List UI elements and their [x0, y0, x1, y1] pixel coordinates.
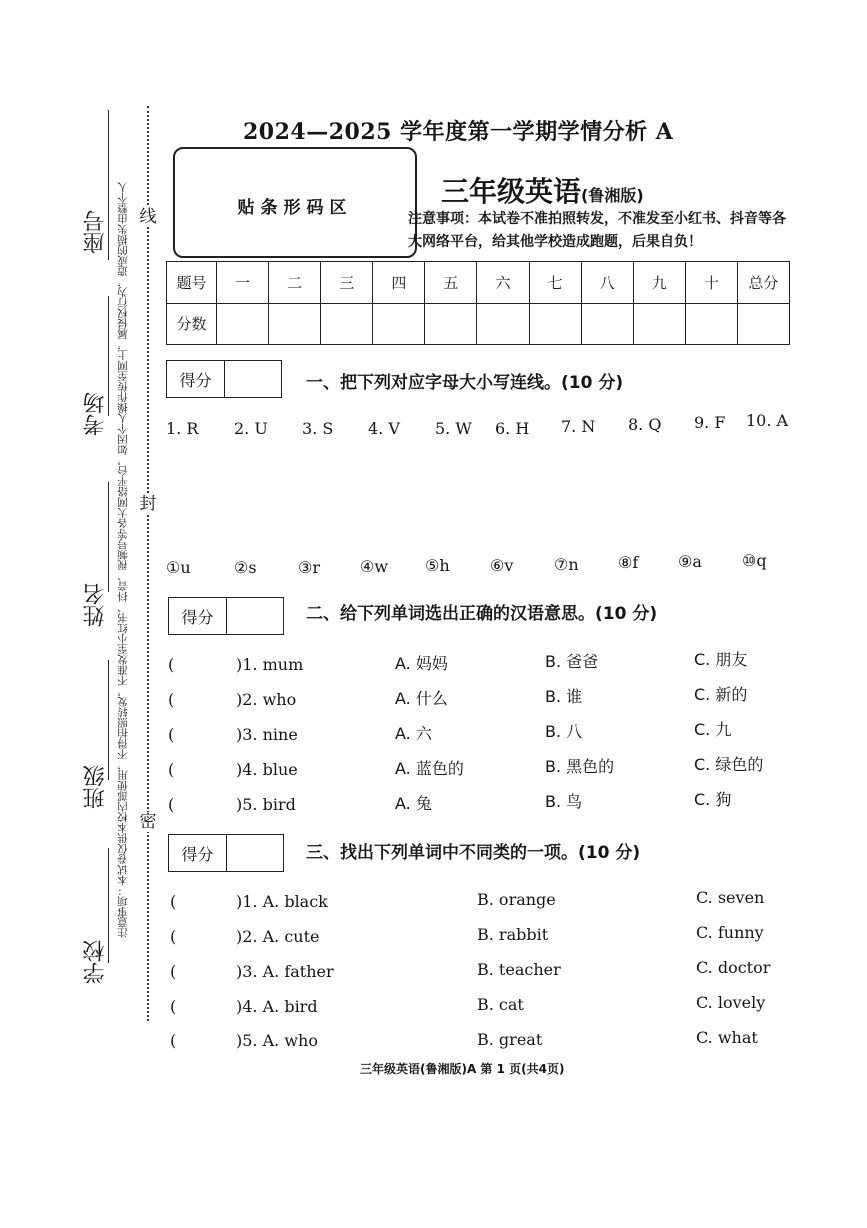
- answer-paren[interactable]: (: [168, 690, 175, 709]
- score-cell[interactable]: [425, 303, 477, 345]
- uppercase-letter: 10. A: [746, 411, 789, 430]
- question-option-a: )3. A. father: [236, 962, 334, 981]
- option-c: C. 新的: [694, 685, 748, 704]
- score-table-header-cell: 十: [685, 262, 737, 304]
- uppercase-letter: 5. W: [435, 419, 472, 438]
- section-1-score-box: [166, 360, 282, 398]
- lowercase-letter: ⑥v: [490, 556, 514, 575]
- uppercase-letter: 8. Q: [628, 415, 662, 434]
- option-b: B. 黑色的: [545, 757, 615, 776]
- option-a: A. 兔: [395, 794, 432, 813]
- lowercase-letter: ②s: [234, 558, 257, 577]
- seal-char-line: 线: [139, 207, 157, 227]
- exam-notice: 注意事项：本试卷不准拍照转发，不准发至小红书、抖音等各大网络平台，给其他学校造成跑题，后果自负！: [408, 211, 786, 250]
- score-table-header-cell: 一: [217, 262, 269, 304]
- option-a: A. 蓝色的: [395, 759, 464, 778]
- score-cell[interactable]: [321, 303, 373, 345]
- seat-number-label: 座号: [83, 210, 108, 254]
- section-3-score-field[interactable]: [227, 835, 283, 871]
- score-cell[interactable]: [269, 303, 321, 345]
- option-c: C. funny: [696, 923, 764, 942]
- seal-char-secret: 密: [139, 812, 157, 832]
- exam-room-line: [108, 296, 109, 416]
- lowercase-letter: ③r: [298, 558, 320, 577]
- uppercase-letter: 4. V: [368, 419, 400, 438]
- score-table-header-cell: 四: [373, 262, 425, 304]
- section-2-score-label: 得分: [169, 598, 227, 634]
- answer-paren[interactable]: (: [170, 892, 177, 911]
- option-b: B. cat: [477, 995, 524, 1014]
- question-option-a: )2. A. cute: [236, 927, 320, 946]
- answer-paren[interactable]: (: [168, 760, 175, 779]
- score-table: [166, 261, 790, 345]
- score-cell[interactable]: [373, 303, 425, 345]
- option-b: B. 谁: [545, 687, 583, 706]
- answer-paren[interactable]: (: [168, 655, 175, 674]
- subject-version: (鲁湘版): [581, 186, 644, 205]
- page-footer: 三年级英语(鲁湘版)A 第 1 页(共4页): [360, 1062, 565, 1076]
- uppercase-letter: 3. S: [302, 419, 334, 438]
- option-c: C. 绿色的: [694, 755, 764, 774]
- option-c: C. seven: [696, 888, 765, 907]
- option-b: B. teacher: [477, 960, 561, 979]
- class-line: [108, 660, 109, 780]
- score-cell[interactable]: [737, 303, 789, 345]
- answer-paren[interactable]: (: [170, 997, 177, 1016]
- option-c: C. 朋友: [694, 650, 748, 669]
- option-b: B. orange: [477, 890, 556, 909]
- section-2-score-field[interactable]: [227, 598, 283, 634]
- section-1-score-label: 得分: [167, 361, 225, 397]
- option-c: C. 九: [694, 720, 732, 739]
- question-word: )3. nine: [236, 725, 298, 744]
- score-table-header-cell: 三: [321, 262, 373, 304]
- question-word: )2. who: [236, 690, 297, 709]
- option-b: B. 鸟: [545, 792, 583, 811]
- option-a: A. 妈妈: [395, 654, 448, 673]
- score-table-header-row: [167, 262, 790, 304]
- barcode-sticker-label: 贴条形码区: [237, 198, 353, 218]
- option-b: B. great: [477, 1030, 543, 1049]
- score-table-header-cell: 八: [581, 262, 633, 304]
- score-cell[interactable]: [217, 303, 269, 345]
- section-1-score-field[interactable]: [225, 361, 281, 397]
- binding-notice: 注意事项：本试卷仅供本校内部使用，不得拍照转发，不准发至小红书、抖音、视频号等各大网络平台，如因个人操作传至网上，属侵权行为，造成的损失由整个人: [117, 182, 129, 938]
- name-line: [108, 482, 109, 592]
- exam-title: 2024—2025 学年度第一学期学情分析 A: [243, 119, 674, 145]
- question-word: )4. blue: [236, 760, 298, 779]
- uppercase-letter: 1. R: [166, 419, 199, 438]
- section-2-title: 二、给下列单词选出正确的汉语意思。(10 分): [306, 604, 658, 624]
- option-c: C. doctor: [696, 958, 771, 977]
- score-table-header-cell: 九: [633, 262, 685, 304]
- score-table-header-cell: 二: [269, 262, 321, 304]
- score-table-header-cell: 总分: [737, 262, 789, 304]
- section-3-score-box: [168, 834, 284, 872]
- score-table-header-cell: 六: [477, 262, 529, 304]
- score-table-header-cell: 五: [425, 262, 477, 304]
- score-cell[interactable]: [529, 303, 581, 345]
- lowercase-letter: ①u: [166, 558, 191, 577]
- score-cell[interactable]: [581, 303, 633, 345]
- lowercase-letter: ⑨a: [678, 552, 702, 571]
- answer-paren[interactable]: (: [168, 795, 175, 814]
- uppercase-letter: 2. U: [234, 419, 268, 438]
- subject-title: [441, 170, 644, 210]
- seat-number-line: [108, 110, 109, 260]
- lowercase-letter: ⑤h: [425, 556, 450, 575]
- exam-room-label: 考场: [83, 392, 108, 436]
- section-3-score-label: 得分: [169, 835, 227, 871]
- uppercase-letter: 6. H: [495, 419, 530, 438]
- class-label: 班级: [83, 765, 108, 809]
- school-label: 学校: [83, 940, 108, 984]
- score-table-header-cell: 题号: [167, 262, 217, 304]
- lowercase-letter: ④w: [360, 557, 389, 576]
- answer-paren[interactable]: (: [168, 725, 175, 744]
- question-word: )1. mum: [236, 655, 304, 674]
- name-label: 姓名: [83, 583, 108, 627]
- question-word: )5. bird: [236, 795, 296, 814]
- score-table-header-cell: 七: [529, 262, 581, 304]
- lowercase-letter: ⑧f: [618, 553, 639, 572]
- score-cell[interactable]: [477, 303, 529, 345]
- option-b: B. 爸爸: [545, 652, 599, 671]
- option-b: B. rabbit: [477, 925, 549, 944]
- option-c: C. lovely: [696, 993, 766, 1012]
- option-b: B. 八: [545, 722, 583, 741]
- option-c: C. what: [696, 1028, 758, 1047]
- question-option-a: )1. A. black: [236, 892, 328, 911]
- section-2-score-box: [168, 597, 284, 635]
- option-a: A. 什么: [395, 689, 448, 708]
- school-line: [108, 848, 109, 963]
- option-a: A. 六: [395, 724, 432, 743]
- seal-char-seal: 封: [139, 494, 157, 514]
- lowercase-letter: ⑦n: [554, 555, 579, 574]
- question-option-a: )4. A. bird: [236, 997, 318, 1016]
- answer-paren[interactable]: (: [170, 1031, 177, 1050]
- subject-name: 三年级英语: [441, 175, 582, 208]
- answer-paren[interactable]: (: [170, 927, 177, 946]
- question-option-a: )5. A. who: [236, 1031, 318, 1050]
- score-table-score-row: [167, 303, 790, 345]
- lowercase-letter: ⑩q: [742, 551, 767, 570]
- option-c: C. 狗: [694, 790, 732, 809]
- score-cell[interactable]: [685, 303, 737, 345]
- answer-paren[interactable]: (: [170, 962, 177, 981]
- uppercase-letter: 7. N: [561, 417, 596, 436]
- section-3-title: 三、找出下列单词中不同类的一项。(10 分): [306, 843, 641, 863]
- score-cell[interactable]: [633, 303, 685, 345]
- uppercase-letter: 9. F: [694, 413, 726, 432]
- section-1-title: 一、把下列对应字母大小写连线。(10 分): [306, 373, 624, 393]
- barcode-sticker-area: [173, 147, 417, 258]
- score-table-row-label: 分数: [167, 303, 217, 345]
- binding-dotted-line: [147, 106, 149, 1021]
